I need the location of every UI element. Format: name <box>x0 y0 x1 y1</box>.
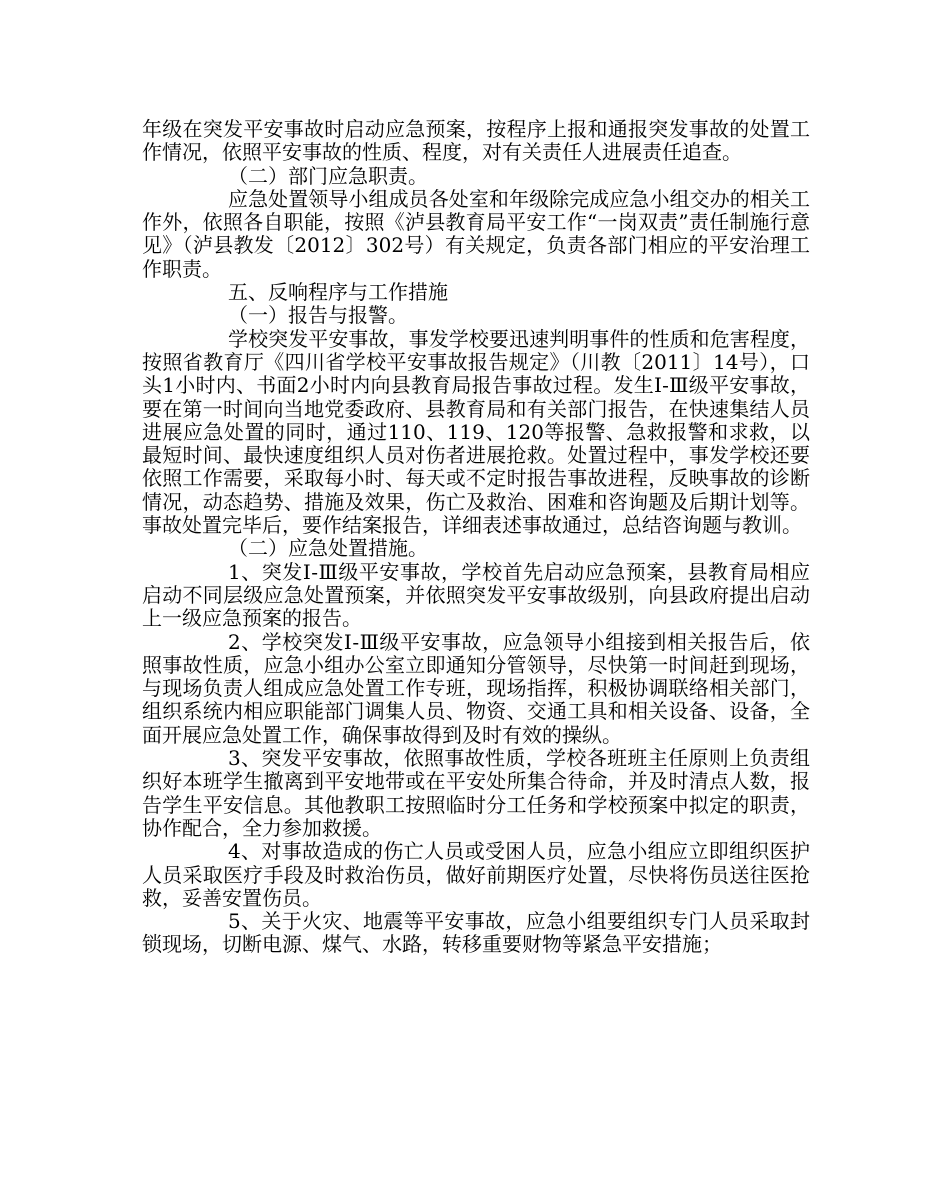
list-item-measure-5: 5、关于火灾、地震等平安事故，应急小组要组织专门人员采取封锁现场，切断电源、煤气、水路，转移重要财物等紧急平安措施； <box>142 909 810 957</box>
list-item-measure-1: 1、突发Ⅰ-Ⅲ级平安事故，学校首先启动应急预案，县教育局相应启动不同层级应急处置预案，并依照突发平安事故级别，向县政府提出启动上一级应急预案的报告。 <box>142 559 810 631</box>
list-item-measure-2: 2、学校突发Ⅰ-Ⅲ级平安事故，应急领导小组接到相关报告后，依照事故性质，应急小组办公室立即通知分管领导，尽快第一时间赶到现场，与现场负责人组成应急处置工作专班，现场指挥，积极协调联络相关部门，组织系统内相应职能部门调集人员、物资、交通工具和相关设备、设备，全面开展应急处置工作，确保事故得到及时有效的操纵。 <box>142 629 810 747</box>
document-body <box>142 118 810 957</box>
subheading-emergency-measures: （二）应急处置措施。 <box>228 536 428 561</box>
list-item-measure-4: 4、对事故造成的伤亡人员或受困人员，应急小组应立即组织医护人员采取医疗手段及时救治伤员，做好前期医疗处置，尽快将伤员送往医抢救，妥善安置伤员。 <box>142 839 810 910</box>
paragraph-report-alarm: 学校突发平安事故，事发学校要迅速判明事件的性质和危害程度，按照省教育厅《四川省学校平安事故报告规定》（川教〔2011〕14号），口头1小时内、书面2小时内向县教育局报告事故过程。发生Ⅰ-Ⅲ级平安事故，要在第一时间向当地党委政府、县教育局和有关部门报告，在快速集结人员进展应急处置的同时，通过110、119、120等报警、急救报警和求救，以最短时间、最快速度组织人员对伤者进展抢救。处置过程中，事发学校还要依照工作需要，采取每小时、每天或不定时报告事故进程，反映事故的诊断情况，动态趋势、措施及效果，伤亡及救治、困难和咨询题及后期计划等。事故处置完毕后，要作结案报告，详细表述事故通过，总结咨询题与教训。 <box>142 326 810 538</box>
subheading-department-duties: （二）部门应急职责。 <box>228 163 428 188</box>
list-item-measure-3: 3、突发平安事故，依照事故性质，学校各班班主任原则上负责组织好本班学生撤离到平安地带或在平安处所集合待命，并及时清点人数，报告学生平安信息。其他教职工按照临时分工任务和学校预案中拟定的职责，协作配合，全力参加救援。 <box>142 746 810 840</box>
paragraph-department-duties: 应急处置领导小组成员各处室和年级除完成应急小组交办的相关工作外，依照各自职能，按照《泸县教育局平安工作“一岗双责”责任制施行意见》（泸县教发〔2012〕302号）有关规定，负责各部门相应的平安治理工作职责。 <box>142 186 810 281</box>
heading-response-procedures: 五、反响程序与工作措施 <box>228 280 448 305</box>
paragraph-continuation: 年级在突发平安事故时启动应急预案，按程序上报和通报突发事故的处置工作情况，依照平安事故的性质、程度，对有关责任人进展责任追查。 <box>142 117 810 165</box>
subheading-report-alarm: （一）报告与报警。 <box>228 303 408 328</box>
